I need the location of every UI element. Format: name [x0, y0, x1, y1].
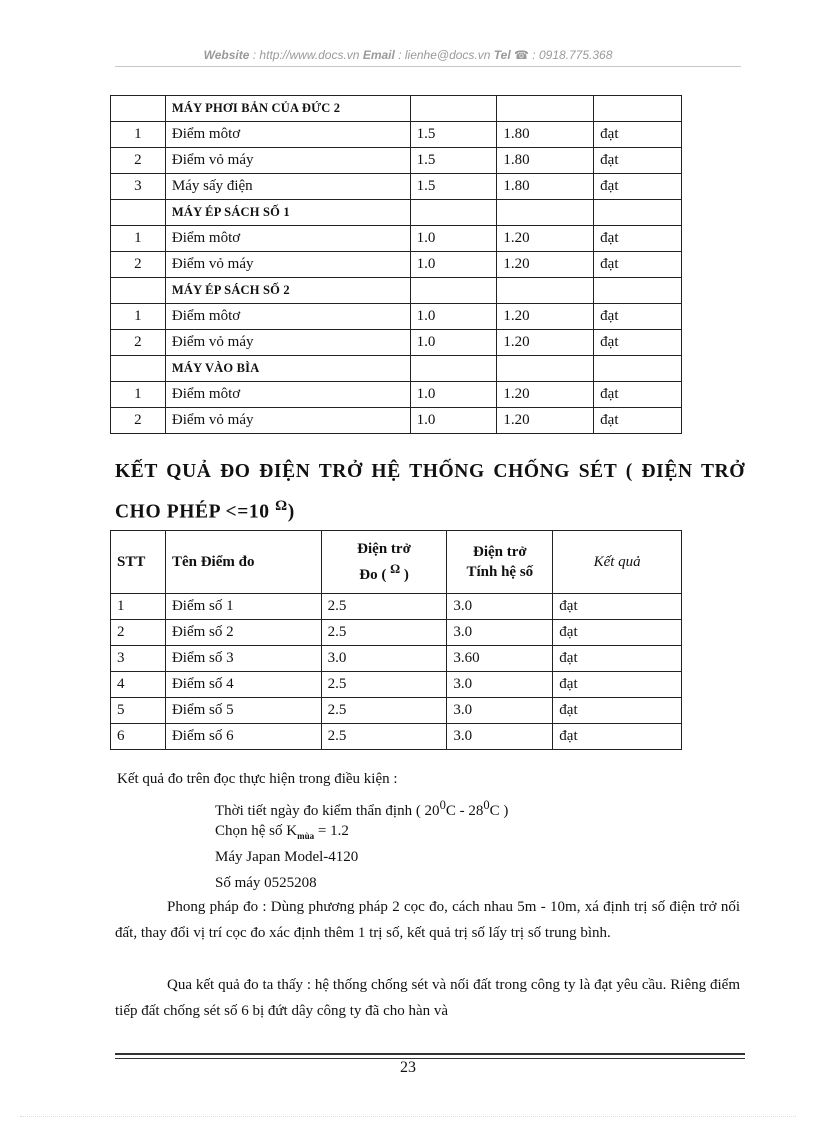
cell-no — [111, 356, 166, 382]
table-row — [111, 226, 682, 252]
cell-res — [594, 356, 682, 382]
table-row — [111, 148, 682, 174]
cell-name: Điểm môtơ — [165, 382, 410, 408]
table-row — [111, 620, 682, 646]
header-measured-unit: Ω — [390, 562, 401, 576]
header-coef-line1: Điện trở — [472, 544, 527, 560]
cell-res: đạt — [594, 382, 682, 408]
section-heading — [115, 455, 745, 530]
cell-v1 — [410, 96, 497, 122]
cell-v2: 1.20 — [497, 252, 594, 278]
table-group-row — [111, 200, 682, 226]
cell-stt: 5 — [111, 698, 166, 724]
table-row — [111, 174, 682, 200]
cell-no: 2 — [111, 408, 166, 434]
cell-no: 1 — [111, 382, 166, 408]
header-stt: STT — [111, 531, 166, 594]
cell-res: đạt — [594, 330, 682, 356]
cell-res: đạt — [594, 408, 682, 434]
table-row — [111, 330, 682, 356]
cell-res: đạt — [594, 252, 682, 278]
cell-v1: 1.0 — [410, 408, 497, 434]
cell-v1: 1.5 — [410, 148, 497, 174]
measurement-intro: Kết quả đo trên đọc thực hiện trong điều kiện : — [117, 771, 398, 787]
cell-stt: 2 — [111, 620, 166, 646]
header-measured-line2: Đo ( — [359, 567, 387, 583]
cell-res: đạt — [594, 304, 682, 330]
cell-name: Điểm môtơ — [165, 304, 410, 330]
device-serial: Số máy 0525208 — [215, 875, 317, 891]
cell-measured: 2.5 — [321, 594, 447, 620]
header-result: Kết quả — [553, 531, 682, 594]
cell-coef: 3.0 — [447, 698, 553, 724]
table-row — [111, 646, 682, 672]
cell-measured: 2.5 — [321, 672, 447, 698]
cell-res: đạt — [553, 698, 682, 724]
lightning-protection-table — [110, 530, 682, 750]
coef-text: Chọn hệ số K — [215, 823, 298, 839]
cell-v1 — [410, 200, 497, 226]
cell-coef: 3.0 — [447, 594, 553, 620]
cell-res: đạt — [553, 672, 682, 698]
cell-v1: 1.0 — [410, 252, 497, 278]
cell-no: 2 — [111, 252, 166, 278]
conclusion-paragraph — [115, 972, 740, 1024]
degree-mark: 0 — [483, 798, 490, 812]
header-measured-close: ) — [403, 567, 409, 583]
weather-text-a: Thời tiết ngày đo kiểm thẩn định ( 20 — [215, 803, 440, 819]
tel-label: Tel ☎ — [493, 48, 529, 62]
cell-v1 — [410, 278, 497, 304]
table-row — [111, 594, 682, 620]
cell-v1: 1.5 — [410, 122, 497, 148]
cell-no — [111, 200, 166, 226]
cell-no: 2 — [111, 148, 166, 174]
table-row — [111, 252, 682, 278]
cell-coef: 3.60 — [447, 646, 553, 672]
coef-value: = 1.2 — [314, 823, 349, 839]
website-label: Website — [203, 48, 250, 62]
cell-v1: 1.0 — [410, 304, 497, 330]
cell-name: Điểm số 1 — [165, 594, 321, 620]
cell-v2: 1.20 — [497, 382, 594, 408]
table-header-row — [111, 531, 682, 594]
table-group-row — [111, 278, 682, 304]
cell-measured: 2.5 — [321, 620, 447, 646]
cell-v2: 1.20 — [497, 304, 594, 330]
email-label: Email — [362, 48, 395, 62]
cell-name: Điểm số 6 — [165, 724, 321, 750]
cell-v1: 1.5 — [410, 174, 497, 200]
table-row — [111, 304, 682, 330]
header-coefficient — [447, 531, 553, 594]
table-row — [111, 672, 682, 698]
cell-no: 1 — [111, 122, 166, 148]
cell-name: MÁY ÉP SÁCH SỐ 1 — [165, 200, 410, 226]
cell-no: 3 — [111, 174, 166, 200]
cell-v1: 1.0 — [410, 330, 497, 356]
weather-text-c: C ) — [489, 803, 509, 819]
cell-v1: 1.0 — [410, 382, 497, 408]
cell-res — [594, 96, 682, 122]
cell-measured: 2.5 — [321, 698, 447, 724]
page-bottom-border — [20, 1116, 796, 1117]
weather-text-b: C - 28 — [445, 803, 484, 819]
cell-name: MÁY PHƠI BẢN CỦA ĐỨC 2 — [165, 96, 410, 122]
equipment-resistance-table — [110, 95, 682, 434]
cell-name: MÁY VÀO BÌA — [165, 356, 410, 382]
device-model: Máy Japan Model-4120 — [215, 849, 359, 865]
cell-v1: 1.0 — [410, 226, 497, 252]
heading-text: KẾT QUẢ ĐO ĐIỆN TRỞ HỆ THỐNG CHỐNG SÉT ( ĐIỆN TRỞ CHO PHÉP <=10 — [115, 461, 745, 523]
cell-res: đạt — [553, 646, 682, 672]
table-row — [111, 724, 682, 750]
method-text: Phong pháp đo : Dùng phương pháp 2 cọc đo, cách nhau 5m - 10m, xá định trị số điện trở nối đất, thay đổi vị trí cọc đo xác định thêm 1 trị số, kết quả trị số lấy trị số trung bình. — [115, 899, 740, 941]
table-group-row — [111, 356, 682, 382]
header-point-name: Tên Điểm đo — [165, 531, 321, 594]
cell-measured: 2.5 — [321, 724, 447, 750]
footer-rule — [115, 1053, 745, 1055]
ohm-symbol: Ω — [275, 498, 288, 514]
table-row — [111, 382, 682, 408]
conclusion-text: Qua kết quả đo ta thấy : hệ thống chống sét và nối đất trong công ty là đạt yêu cầu. Riêng điểm tiếp đất chống sét số 6 bị đứt dây công ty đã cho hàn và — [115, 977, 740, 1019]
table-group-row — [111, 96, 682, 122]
cell-no: 1 — [111, 226, 166, 252]
header-measured-line1: Điện trở — [357, 541, 411, 557]
cell-no — [111, 96, 166, 122]
cell-name: Điểm môtơ — [165, 226, 410, 252]
cell-res: đạt — [553, 594, 682, 620]
cell-v2: 1.20 — [497, 408, 594, 434]
cell-stt: 4 — [111, 672, 166, 698]
cell-name: Điểm vỏ máy — [165, 408, 410, 434]
email-value: : lienhe@docs.vn — [398, 48, 491, 62]
header-rule — [115, 66, 741, 67]
degree-mark: 0 — [439, 798, 446, 812]
cell-coef: 3.0 — [447, 724, 553, 750]
cell-v2: 1.80 — [497, 148, 594, 174]
cell-v2 — [497, 96, 594, 122]
cell-v2 — [497, 278, 594, 304]
cell-name: Điểm số 2 — [165, 620, 321, 646]
cell-stt: 3 — [111, 646, 166, 672]
page-number: 23 — [400, 1059, 416, 1076]
cell-stt: 6 — [111, 724, 166, 750]
cell-v1 — [410, 356, 497, 382]
cell-name: Điểm môtơ — [165, 122, 410, 148]
cell-name: Điểm số 3 — [165, 646, 321, 672]
table-row — [111, 698, 682, 724]
cell-name: Điểm số 5 — [165, 698, 321, 724]
cell-coef: 3.0 — [447, 620, 553, 646]
cell-name: Điểm vỏ máy — [165, 330, 410, 356]
cell-res: đạt — [594, 148, 682, 174]
header-coef-line2: Tính hệ số — [466, 564, 534, 580]
cell-stt: 1 — [111, 594, 166, 620]
cell-res — [594, 200, 682, 226]
tel-value: : 0918.775.368 — [532, 48, 613, 62]
cell-name: MÁY ÉP SÁCH SỐ 2 — [165, 278, 410, 304]
table-row — [111, 122, 682, 148]
cell-name: Máy sấy điện — [165, 174, 410, 200]
website-value: : http://www.docs.vn — [252, 48, 360, 62]
cell-coef: 3.0 — [447, 672, 553, 698]
cell-res: đạt — [553, 724, 682, 750]
cell-no — [111, 278, 166, 304]
cell-v2 — [497, 200, 594, 226]
cell-v2: 1.80 — [497, 174, 594, 200]
table-row — [111, 408, 682, 434]
cell-v2: 1.20 — [497, 226, 594, 252]
cell-v2: 1.20 — [497, 330, 594, 356]
heading-close: ) — [287, 501, 295, 523]
method-paragraph — [115, 894, 740, 946]
cell-measured: 3.0 — [321, 646, 447, 672]
header-measured — [321, 531, 447, 594]
cell-res: đạt — [594, 174, 682, 200]
cell-name: Điểm số 4 — [165, 672, 321, 698]
cell-name: Điểm vỏ máy — [165, 252, 410, 278]
page-header — [0, 48, 816, 62]
cell-res: đạt — [553, 620, 682, 646]
cell-res: đạt — [594, 226, 682, 252]
cell-name: Điểm vỏ máy — [165, 148, 410, 174]
cell-no: 1 — [111, 304, 166, 330]
cell-no: 2 — [111, 330, 166, 356]
cell-v2 — [497, 356, 594, 382]
cell-res: đạt — [594, 122, 682, 148]
coef-subscript: mùa — [297, 831, 315, 841]
cell-res — [594, 278, 682, 304]
cell-v2: 1.80 — [497, 122, 594, 148]
